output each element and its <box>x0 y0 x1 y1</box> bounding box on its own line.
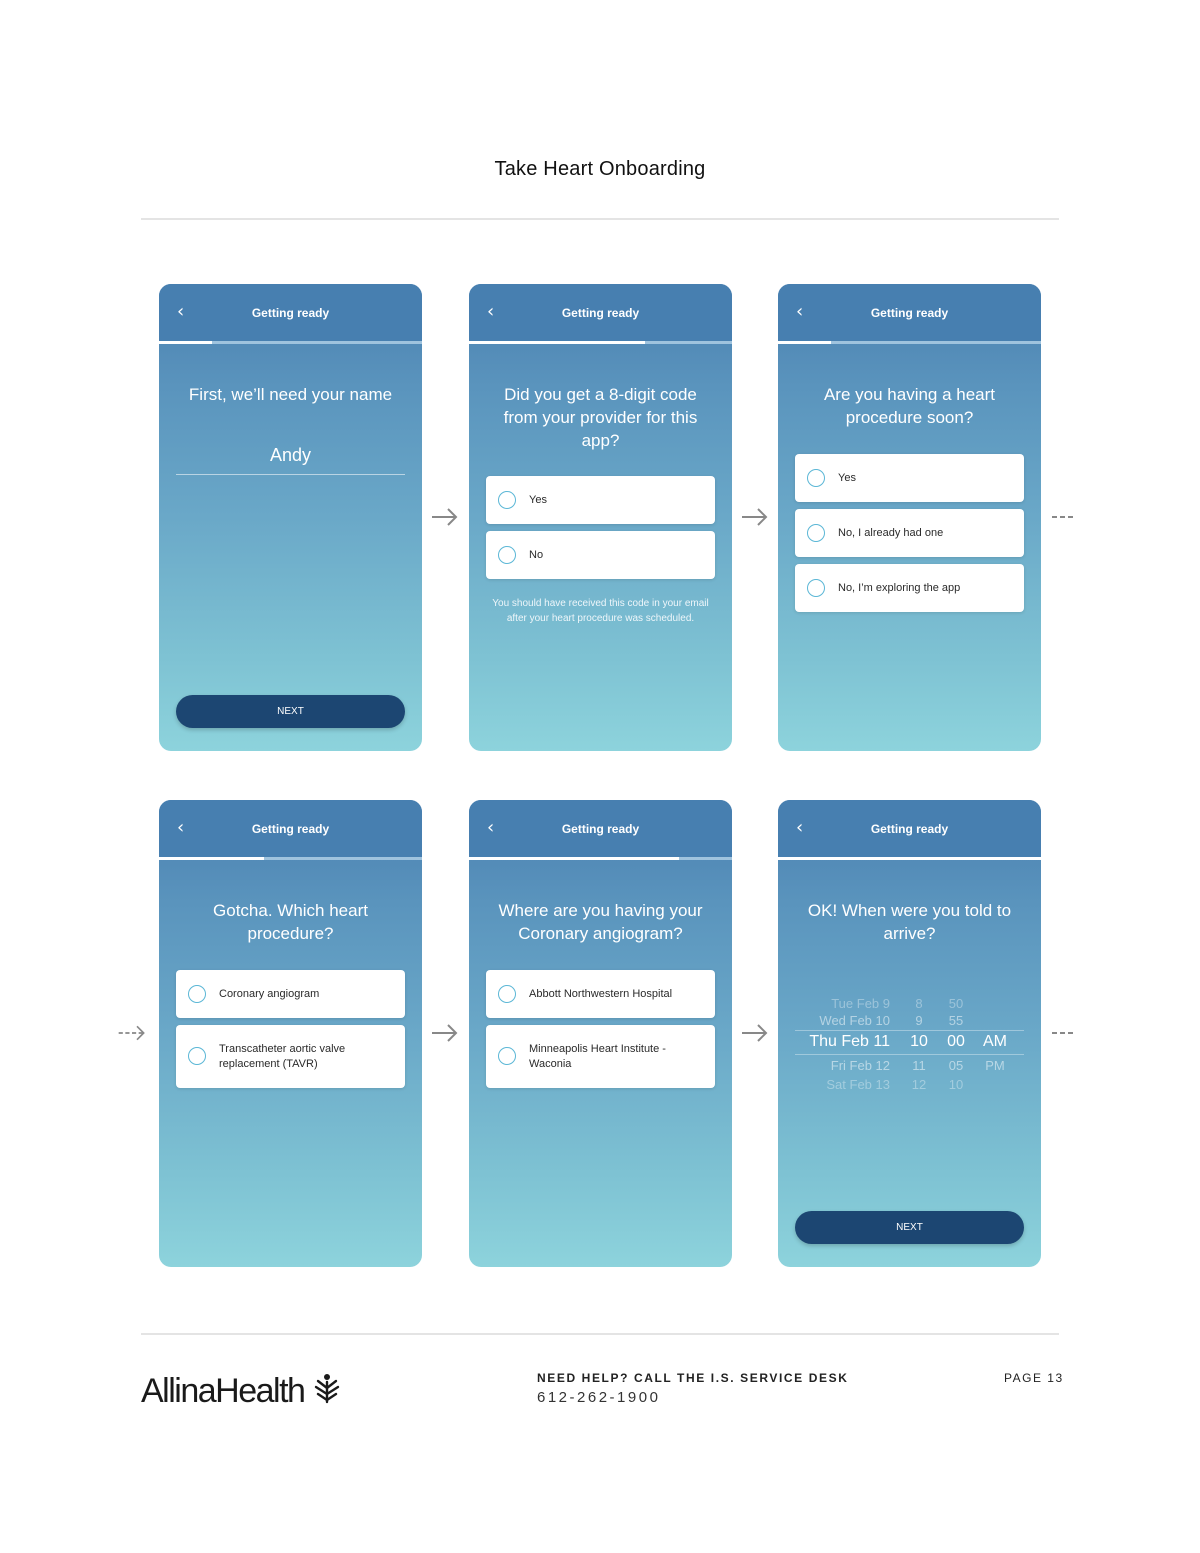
header-title: Getting ready <box>561 306 640 320</box>
bottom-divider <box>141 1333 1059 1335</box>
option-exploring[interactable] <box>795 564 1024 612</box>
progress-bar <box>469 857 732 860</box>
picker-hour: 8 <box>915 996 923 1011</box>
picker-day: Wed Feb 10 <box>819 1013 890 1028</box>
header-title: Getting ready <box>251 822 330 836</box>
option-waconia[interactable] <box>486 1025 715 1088</box>
option-label: Minneapolis Heart Institute - Waconia <box>529 1043 666 1070</box>
screen-header <box>159 284 422 342</box>
progress-bar <box>159 857 422 860</box>
hint-text: You should have received this code in your email after your heart procedure was scheduled. <box>492 598 709 624</box>
screen-which-procedure <box>159 800 422 1267</box>
header-title: Getting ready <box>251 306 330 320</box>
picker-period: AM <box>983 1033 1007 1050</box>
screen-procedure-soon <box>778 284 1041 751</box>
screen-header <box>778 284 1041 342</box>
picker-hour: 12 <box>911 1077 927 1092</box>
option-label: No <box>529 549 544 561</box>
back-chevron-icon[interactable]: ‹ <box>796 817 804 838</box>
picker-row[interactable] <box>795 1013 1024 1031</box>
back-chevron-icon[interactable]: ‹ <box>796 301 804 322</box>
header-title: Getting ready <box>561 822 640 836</box>
date-time-picker[interactable] <box>795 985 1024 1100</box>
picker-minute: 10 <box>948 1077 964 1092</box>
help-phone: 612-262-1900 <box>537 1389 661 1406</box>
picker-row[interactable] <box>795 1077 1024 1095</box>
flow-arrow-icon <box>740 1023 770 1043</box>
flow-arrow-icon <box>430 1023 460 1043</box>
picker-selection-line <box>795 1054 1024 1055</box>
radio-icon <box>807 469 825 487</box>
option-tavr[interactable] <box>176 1025 405 1088</box>
top-divider <box>141 218 1059 220</box>
next-button[interactable]: NEXT <box>176 695 405 728</box>
picker-hour: 9 <box>915 1013 923 1028</box>
option-already-had-one[interactable] <box>795 509 1024 557</box>
option-label: Yes <box>529 494 547 506</box>
screen-header <box>159 800 422 858</box>
page-title: Take Heart Onboarding <box>494 158 706 180</box>
back-chevron-icon[interactable]: ‹ <box>487 301 495 322</box>
screen-name <box>159 284 422 751</box>
picker-minute: 55 <box>948 1013 964 1028</box>
progress-bar <box>159 341 422 344</box>
picker-selected-row[interactable] <box>795 1033 1024 1051</box>
option-label: No, I’m exploring the app <box>838 582 961 594</box>
header-title: Getting ready <box>870 306 949 320</box>
picker-period: PM <box>985 1058 1005 1073</box>
picker-row[interactable] <box>795 996 1024 1014</box>
screen-arrival-time <box>778 800 1041 1267</box>
screen-header <box>469 284 732 342</box>
option-label: Coronary angiogram <box>219 988 320 1000</box>
radio-icon <box>188 1047 206 1065</box>
flow-continue-dashes-icon <box>1050 1023 1080 1043</box>
picker-day: Thu Feb 11 <box>809 1033 890 1050</box>
option-label: Transcatheter aortic valve replacement (TAVR) <box>219 1043 346 1070</box>
picker-day: Sat Feb 13 <box>826 1077 890 1092</box>
screen-header <box>778 800 1041 858</box>
brand-logo-text: AllinaHealth <box>141 1372 305 1410</box>
brand-leaf-icon <box>312 1372 342 1404</box>
progress-bar <box>778 341 1041 344</box>
name-input-underline <box>176 474 405 475</box>
option-label: Abbott Northwestern Hospital <box>529 988 673 1000</box>
picker-minute: 50 <box>948 996 964 1011</box>
flow-incoming-dashed-arrow-icon <box>117 1023 147 1043</box>
radio-icon <box>498 985 516 1003</box>
back-chevron-icon[interactable]: ‹ <box>487 817 495 838</box>
radio-icon <box>807 579 825 597</box>
screen-location <box>469 800 732 1267</box>
picker-row[interactable] <box>795 1058 1024 1076</box>
question-text: First, we’ll need your name <box>188 385 393 404</box>
page-number: PAGE 13 <box>1004 1371 1064 1385</box>
next-button[interactable]: NEXT <box>795 1211 1024 1244</box>
name-input[interactable]: Andy <box>269 445 312 465</box>
radio-icon <box>498 491 516 509</box>
radio-icon <box>498 546 516 564</box>
picker-day: Fri Feb 12 <box>830 1058 890 1073</box>
flow-continue-dashes-icon <box>1050 507 1080 527</box>
radio-icon <box>188 985 206 1003</box>
picker-day: Tue Feb 9 <box>831 996 890 1011</box>
flow-arrow-icon <box>740 507 770 527</box>
question-text: Are you having a heart procedure soon? <box>823 385 996 427</box>
option-label: No, I already had one <box>838 527 944 539</box>
option-yes[interactable] <box>486 476 715 524</box>
question-text: OK! When were you told to arrive? <box>807 901 1012 943</box>
screen-header <box>469 800 732 858</box>
radio-icon <box>498 1047 516 1065</box>
picker-minute: 05 <box>948 1058 964 1073</box>
option-coronary-angiogram[interactable] <box>176 970 405 1018</box>
flow-arrow-icon <box>430 507 460 527</box>
picker-hour: 10 <box>910 1033 928 1050</box>
radio-icon <box>807 524 825 542</box>
back-chevron-icon[interactable]: ‹ <box>177 817 185 838</box>
option-no[interactable] <box>486 531 715 579</box>
header-title: Getting ready <box>870 822 949 836</box>
question-text: Gotcha. Which heart procedure? <box>213 901 368 943</box>
brand-logo <box>141 1372 342 1411</box>
question-text: Did you get a 8-digit code from your provider for this app? <box>503 385 698 450</box>
picker-minute: 00 <box>947 1033 965 1050</box>
option-label: Yes <box>838 472 856 484</box>
progress-bar <box>778 857 1041 860</box>
progress-bar <box>469 341 732 344</box>
option-yes[interactable] <box>795 454 1024 502</box>
option-abbott[interactable] <box>486 970 715 1018</box>
back-chevron-icon[interactable]: ‹ <box>177 301 185 322</box>
question-text: Where are you having your Coronary angiogram? <box>498 901 703 943</box>
screen-code <box>469 284 732 751</box>
help-text: NEED HELP? CALL THE I.S. SERVICE DESK <box>537 1371 849 1385</box>
picker-hour: 11 <box>912 1058 926 1073</box>
